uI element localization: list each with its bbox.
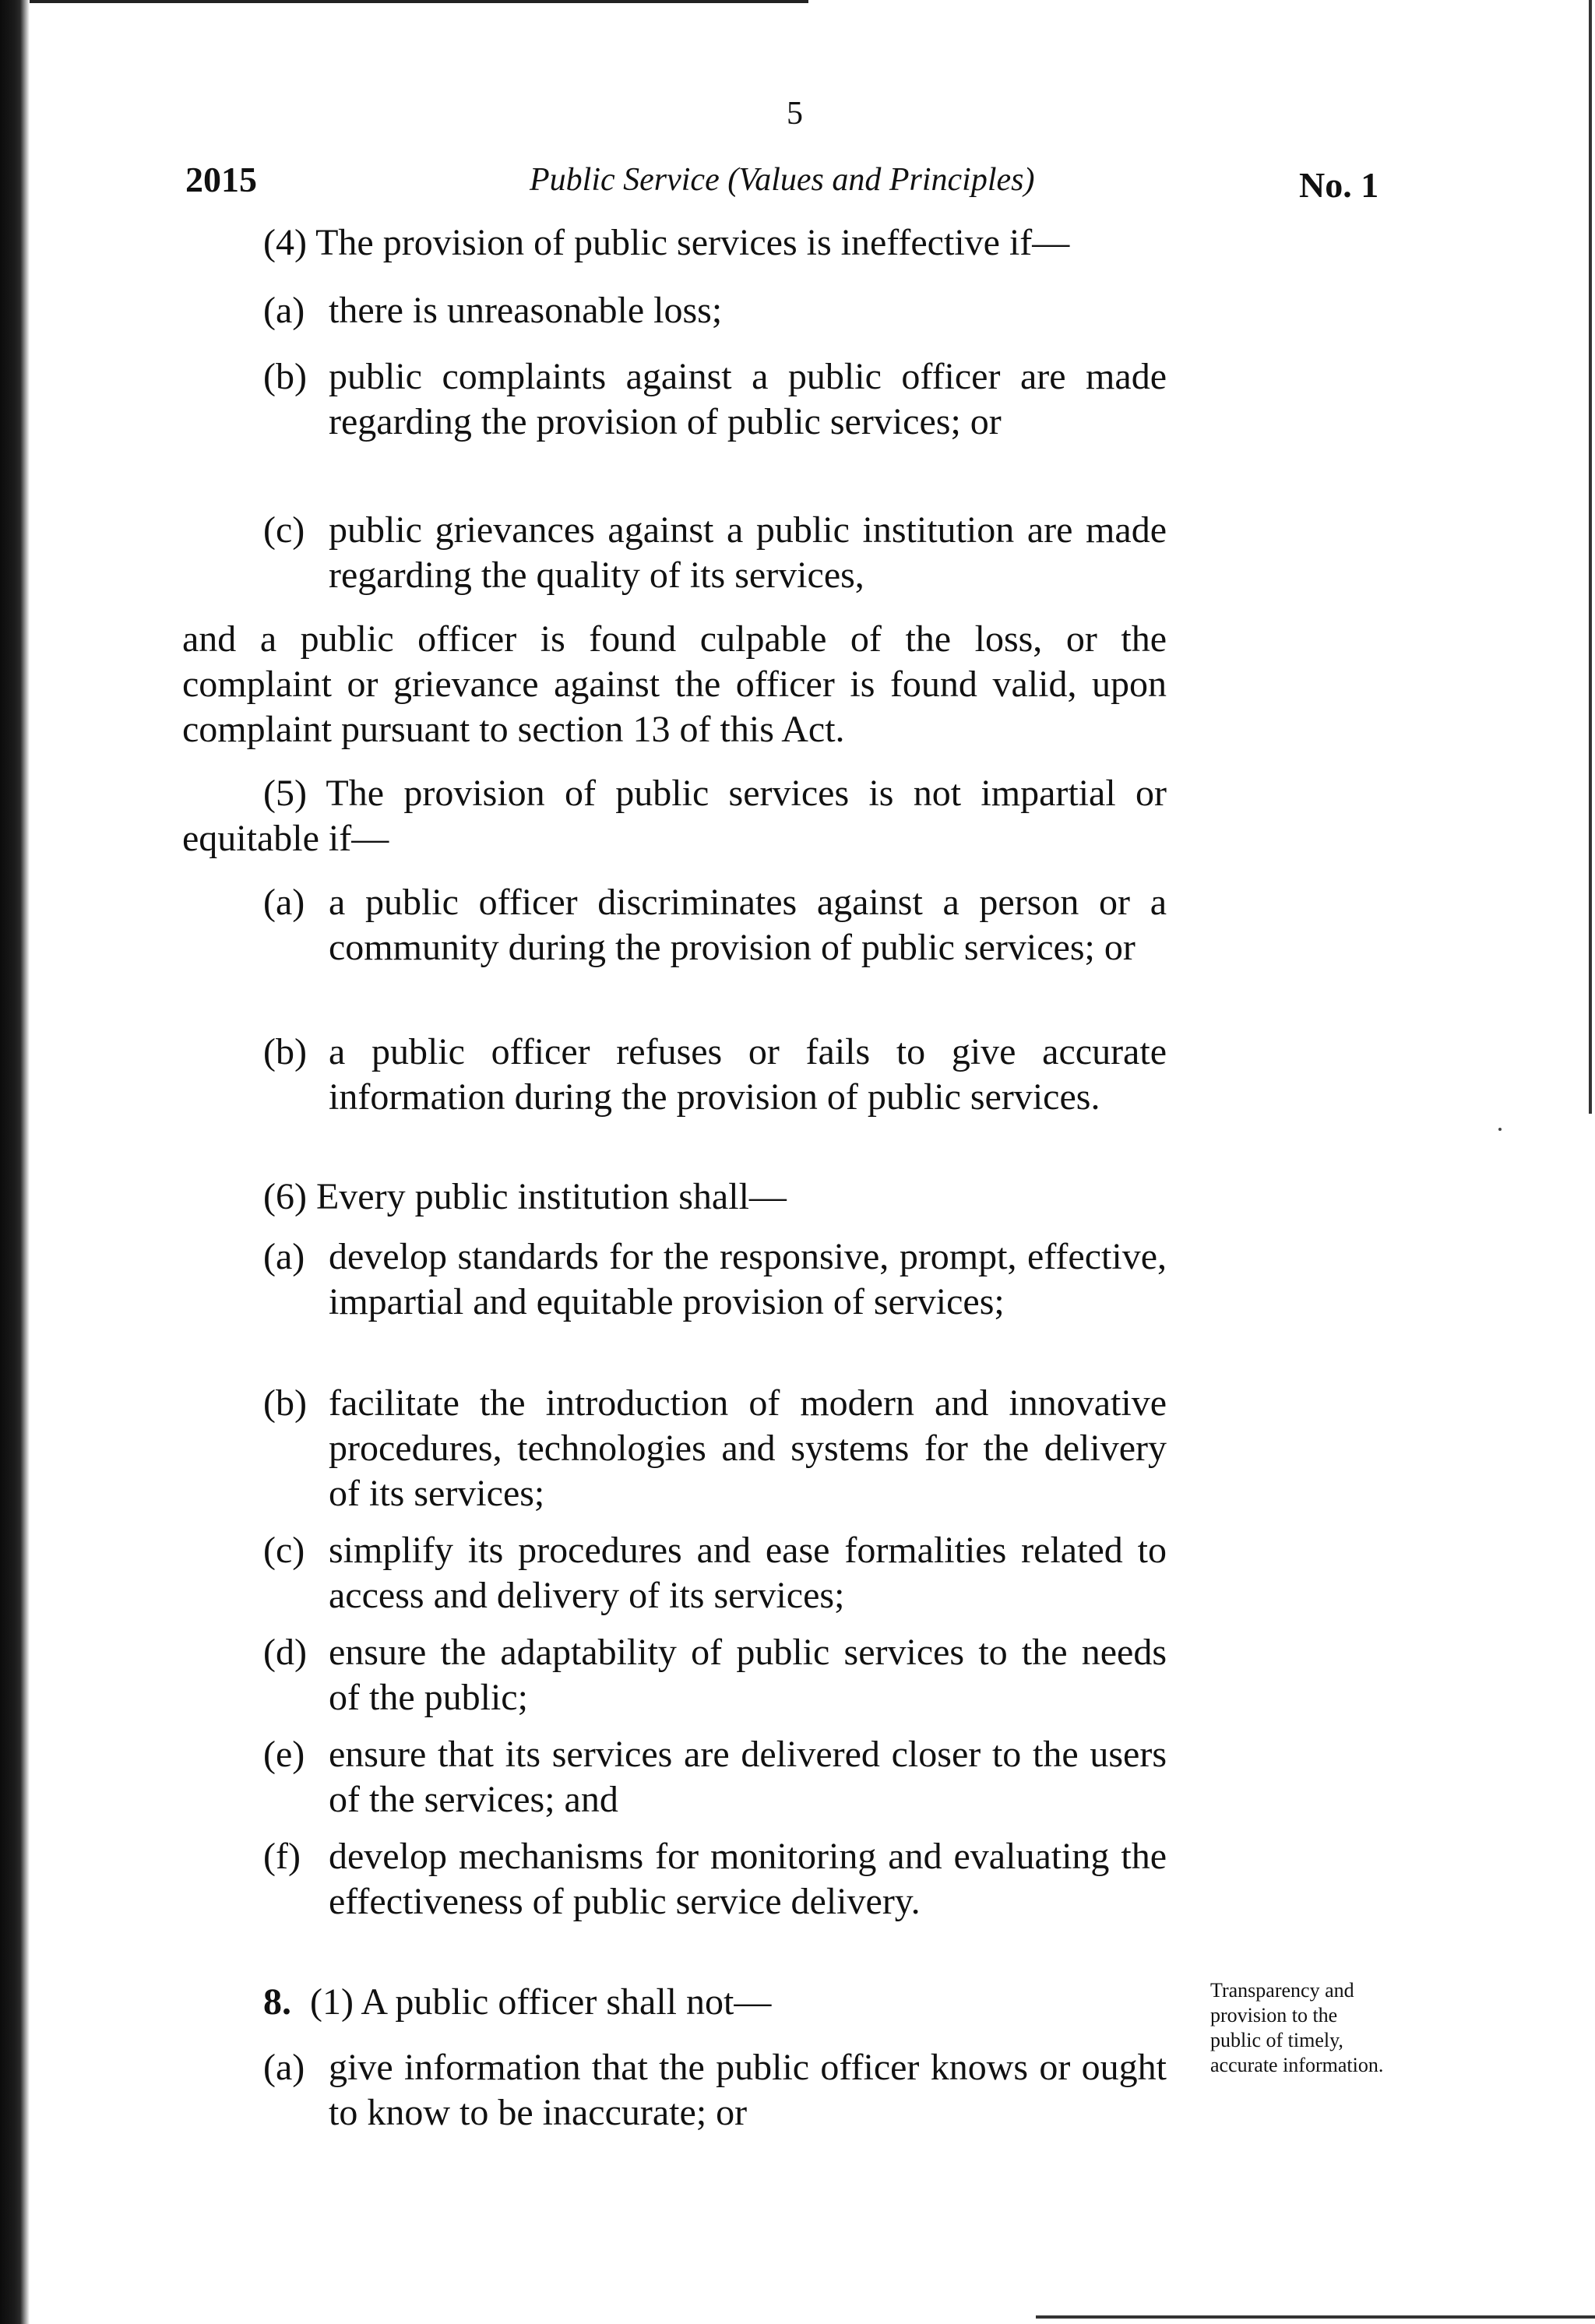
item-text: give information that the public officer knows or ought to know to be inaccurate; or — [329, 2047, 1167, 2133]
list-item — [263, 1732, 1167, 1822]
item-label: (a) — [263, 290, 305, 331]
item-label: (a) — [263, 1236, 305, 1277]
item-text: a public officer refuses or fails to give accurate information during the provision of public services. — [329, 1031, 1167, 1118]
list-item — [263, 1834, 1167, 1924]
list-item — [263, 1030, 1167, 1120]
subsection-6-intro: (6) Every public institution shall— — [263, 1176, 787, 1217]
page-edge-left — [0, 0, 30, 2324]
item-label: (b) — [263, 356, 307, 397]
subsection-5-intro: (5) The provision of public services is not impartial or equitable if— — [182, 773, 1167, 859]
item-label: (d) — [263, 1632, 307, 1673]
item-text: ensure that its services are delivered closer to the users of the services; and — [329, 1734, 1167, 1820]
item-text: public complaints against a public officer are made regarding the provision of public services; or — [329, 356, 1167, 442]
item-text: public grievances against a public institution are made regarding the quality of its services, — [329, 509, 1167, 596]
list-item — [263, 2045, 1167, 2136]
item-label: (e) — [263, 1734, 305, 1775]
page-edge-bottom — [1036, 2315, 1595, 2319]
subsection-4-intro: (4) The provision of public services is ineffective if— — [263, 222, 1070, 263]
item-text: facilitate the introduction of modern and innovative procedures, technologies and systems for the delivery of its services; — [329, 1382, 1167, 1514]
section-8-intro: (1) A public officer shall not— — [310, 1981, 772, 2023]
list-item — [263, 1234, 1167, 1325]
item-label: (f) — [263, 1836, 301, 1877]
item-text: simplify its procedures and ease formalities related to access and delivery of its services; — [329, 1530, 1167, 1616]
list-item — [263, 508, 1167, 598]
list-item — [263, 1528, 1167, 1618]
page-edge-top — [30, 0, 808, 3]
item-text: there is unreasonable loss; — [329, 290, 723, 331]
list-item — [263, 1630, 1167, 1720]
page-number: 5 — [787, 96, 803, 132]
item-text: ensure the adaptability of public services to the needs of the public; — [329, 1632, 1167, 1718]
list-item — [263, 288, 1167, 333]
scan-speck — [1498, 1128, 1502, 1131]
header-year: 2015 — [185, 160, 257, 199]
header-act-title: Public Service (Values and Principles) — [530, 162, 1035, 198]
item-label: (c) — [263, 1530, 305, 1571]
list-item — [263, 880, 1167, 970]
section-number: 8. — [263, 1981, 291, 2023]
item-label: (a) — [263, 882, 305, 923]
header-act-number: No. 1 — [1299, 165, 1379, 205]
item-text: develop mechanisms for monitoring and evaluating the effectiveness of public service delivery. — [329, 1836, 1167, 1922]
list-item — [263, 354, 1167, 445]
item-label: (b) — [263, 1031, 307, 1072]
item-label: (b) — [263, 1382, 307, 1424]
item-label: (c) — [263, 509, 305, 551]
margin-note: Transparency and provision to the public of timely, accurate information. — [1210, 1979, 1384, 2076]
page-edge-right — [1589, 0, 1592, 1114]
section-8-heading — [263, 1980, 771, 2025]
subsection-4-closing: and a public officer is found culpable of the loss, or the complaint or grievance against the officer is found valid, upon complaint pursuant to section 13 of this Act. — [182, 618, 1167, 750]
item-text: develop standards for the responsive, prompt, effective, impartial and equitable provision of services; — [329, 1236, 1167, 1322]
list-item — [263, 1381, 1167, 1516]
item-label: (a) — [263, 2047, 305, 2088]
item-text: a public officer discriminates against a person or a community during the provision of public services; or — [329, 882, 1167, 968]
